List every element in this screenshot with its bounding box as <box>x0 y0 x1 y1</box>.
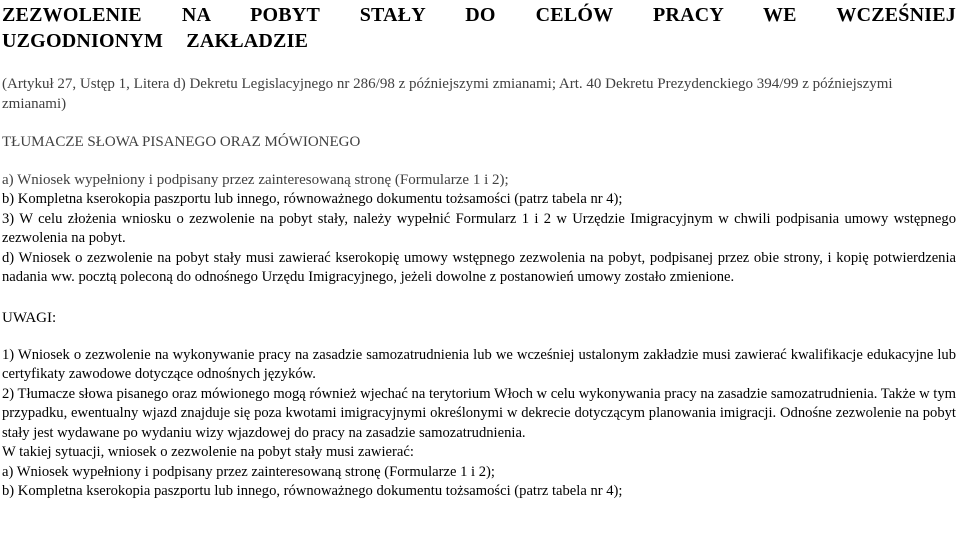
note-item: W takiej sytuacji, wniosek o zezwolenie na pobyt stały musi zawierać: <box>2 444 414 460</box>
requirement-item: a) Wniosek wypełniony i podpisany przez zainteresowaną stronę (Formularze 1 i 2); <box>2 172 509 188</box>
spacer <box>2 288 956 308</box>
requirement-item: 3) W celu złożenia wniosku o zezwolenie na pobyt stały, należy wypełnić Formularz 1 i 2 w Urzędzie Imigracyjnym w chwili podpisania umowy wstępnego zezwolenia na pobyt. <box>2 210 956 246</box>
note-item: 1) Wniosek o zezwolenie na wykonywanie pracy na zasadzie samozatrudnienia lub we wcześniej ustalonym zakładzie musi zawierać kwalifikacje edukacyjne lub certyfikaty zawodowe dotyczące odnośnych języków. <box>2 346 956 382</box>
spacer <box>2 54 956 74</box>
spacer <box>2 114 956 132</box>
notes-heading: UWAGI: <box>2 309 57 326</box>
document-title: ZEZWOLENIE NA POBYT STAŁY DO CELÓW PRACY WE WCZEŚNIEJ UZGODNIONYM ZAKŁADZIE <box>2 4 956 52</box>
note-item: b) Kompletna kserokopia paszportu lub innego, równoważnego dokumentu tożsamości (patrz tabela nr 4); <box>2 483 623 499</box>
section-heading: TŁUMACZE SŁOWA PISANEGO ORAZ MÓWIONEGO <box>2 134 361 150</box>
requirement-item: b) Kompletna kserokopia paszportu lub innego, równoważnego dokumentu tożsamości (patrz tabela nr 4); <box>2 191 623 207</box>
legal-basis: (Artykuł 27, Ustęp 1, Litera d) Dekretu Legislacyjnego nr 286/98 z późniejszymi zmianami; Art. 40 Dekretu Prezydenckiego 394/99 z późniejszymi zmianami) <box>2 76 893 112</box>
spacer <box>2 152 956 170</box>
spacer <box>2 328 956 346</box>
document-page <box>2 2 956 502</box>
note-item: 2) Tłumacze słowa pisanego oraz mówionego mogą również wjechać na terytorium Włoch w celu wykonywania pracy na zasadzie samozatrudnienia. Także w tym przypadku, ewentualny wjazd znajduje się poza kwotami imigracyjnymi określonymi w dekrecie dotyczącym planowania imigracji. Odnośne zezwolenie na pobyt stały jest wydawane po wydaniu wizy wjazdowej do pracy na zasadzie samozatrudnienia. <box>2 385 956 441</box>
requirement-item: d) Wniosek o zezwolenie na pobyt stały musi zawierać kserokopię umowy wstępnego zezwolenia na pobyt, podpisanej przez obie strony, i kopię potwierdzenia nadania ww. pocztą poleconą do odnośnego Urzędu Imigracyjnego, jeżeli dowolne z postanowień umowy zostało zmienione. <box>2 249 956 285</box>
note-item: a) Wniosek wypełniony i podpisany przez zainteresowaną stronę (Formularze 1 i 2); <box>2 463 495 480</box>
